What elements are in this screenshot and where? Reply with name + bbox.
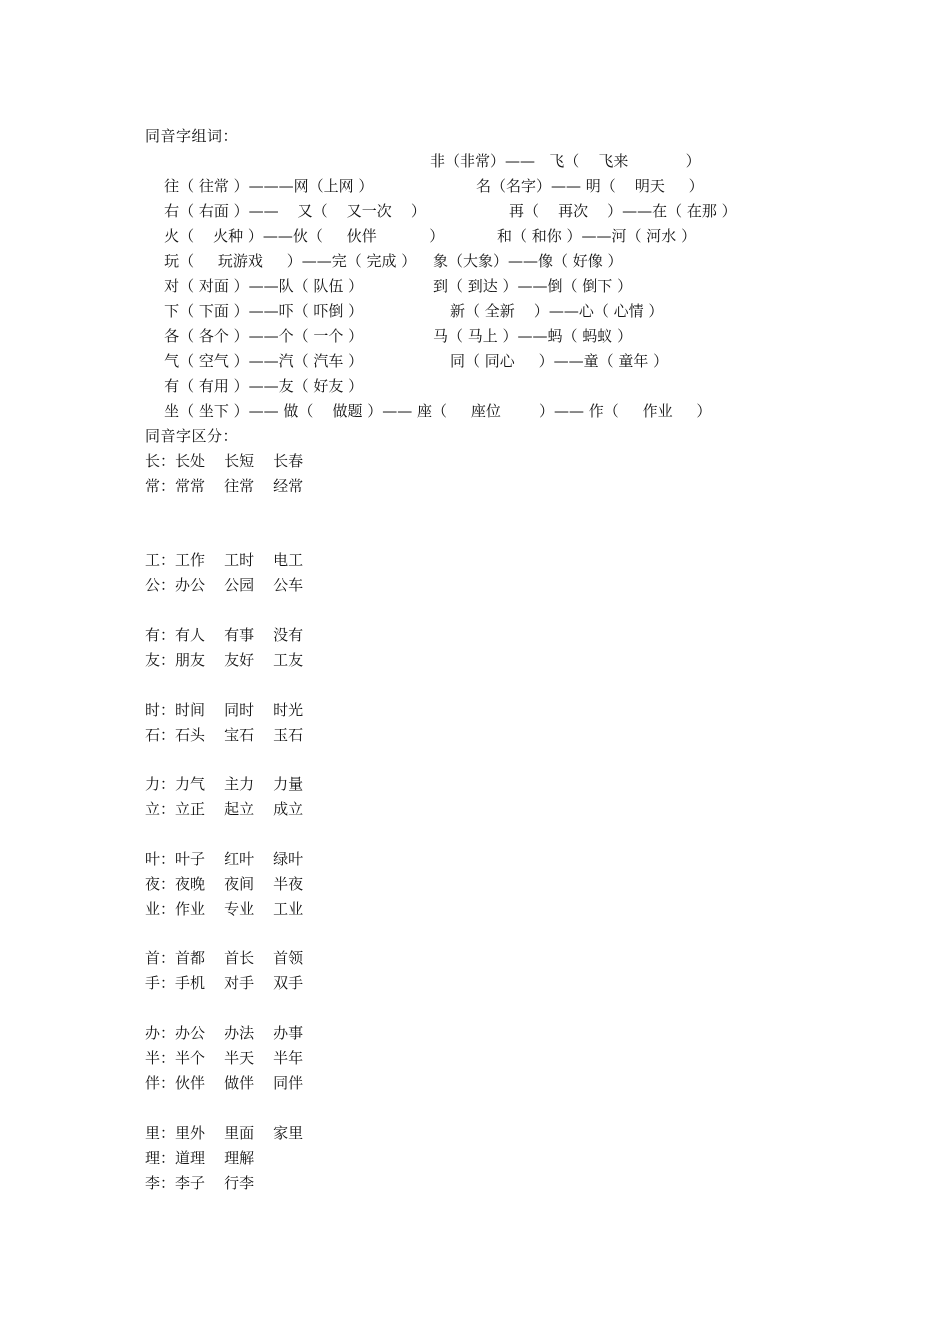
homophone-line: 伴：伙伴 做伴 同伴 (145, 1074, 304, 1092)
homophone-line: 石：石头 宝石 玉石 (145, 726, 304, 744)
word-row-left: 有（ 有用 ）——友（ 好友 ） (164, 377, 364, 395)
word-row-right: 非（非常）—— 飞（ 飞来 ） (430, 152, 701, 170)
word-row-right: 再（ 再次 ）——在（ 在那 ） (509, 202, 737, 220)
homophone-line: 立：立正 起立 成立 (145, 800, 304, 818)
word-row-right: 到（ 到达 ）——倒（ 倒下 ） (433, 277, 633, 295)
homophone-line: 李：李子 行李 (145, 1174, 255, 1192)
homophone-line: 首：首都 首长 首领 (145, 949, 304, 967)
word-row-right: 和（ 和你 ）——河（ 河水 ） (497, 227, 697, 245)
homophone-line: 工：工作 工时 电工 (145, 551, 304, 569)
word-row-left: 对（ 对面 ）——队（ 队伍 ） (164, 277, 364, 295)
homophone-line: 公：办公 公园 公车 (145, 576, 304, 594)
word-row-left: 火（ 火种 ）——伙（ 伙伴 ） (164, 227, 445, 245)
homophone-line: 夜：夜晚 夜间 半夜 (145, 875, 304, 893)
homophone-line: 时：时间 同时 时光 (145, 701, 304, 719)
homophone-line: 办：办公 办法 办事 (145, 1024, 304, 1042)
word-row-right: 马（ 马上 ）——蚂（ 蚂蚁 ） (433, 327, 633, 345)
word-row-left: 右（ 右面 ）—— 又（ 又一次 ） (164, 202, 426, 220)
homophone-line: 手：手机 对手 双手 (145, 974, 304, 992)
word-row-right: 象（大象）——像（ 好像 ） (433, 252, 623, 270)
word-row (145, 374, 712, 420)
word-row (145, 349, 669, 395)
homophone-line: 里：里外 里面 家里 (145, 1124, 304, 1142)
section2-title: 同音字区分： (145, 427, 239, 445)
homophone-line: 友：朋友 友好 工友 (145, 651, 304, 669)
word-row-right: 名（名字）—— 明（ 明天 ） (476, 177, 704, 195)
homophone-line: 业：作业 专业 工业 (145, 900, 304, 918)
homophone-line: 半：半个 半天 半年 (145, 1049, 304, 1067)
word-row-left: 各（ 各个 ）——个（ 一个 ） (164, 327, 364, 345)
word-row-left: 坐（ 坐下 ）—— 做（ 做题 ）—— 座（ 座位 ）—— 作（ 作业 ） (164, 402, 712, 420)
word-row-right: 新（ 全新 ）——心（ 心情 ） (450, 302, 664, 320)
homophone-line: 长：长处 长短 长春 (145, 452, 304, 470)
homophone-line: 叶：叶子 红叶 绿叶 (145, 850, 304, 868)
homophone-line: 力：力气 主力 力量 (145, 775, 304, 793)
homophone-line: 有：有人 有事 没有 (145, 626, 304, 644)
word-row-left: 下（ 下面 ）——吓（ 吓倒 ） (164, 302, 364, 320)
homophone-line: 常：常常 往常 经常 (145, 477, 304, 495)
section1-title: 同音字组词： (145, 127, 239, 145)
word-row-left: 气（ 空气 ）——汽（ 汽车 ） (164, 352, 364, 370)
homophone-line: 理：道理 理解 (145, 1149, 255, 1167)
word-row-left: 玩（ 玩游戏 ）——完（ 完成 ） (164, 252, 417, 270)
word-row-left: 往（ 往常 ）———网（上网 ） (164, 177, 374, 195)
word-row-right: 同（ 同心 ）——童（ 童年 ） (450, 352, 669, 370)
